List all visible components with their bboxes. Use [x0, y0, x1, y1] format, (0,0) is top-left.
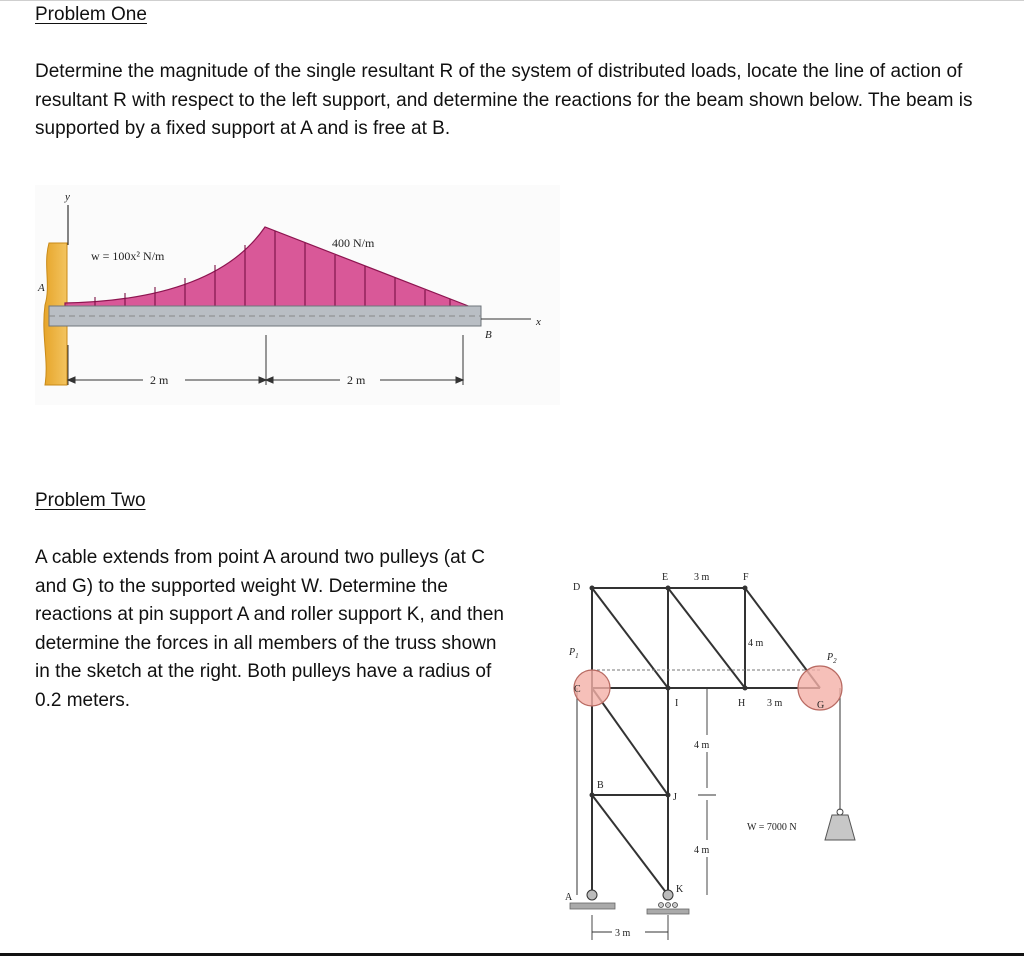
- beam-figure: [35, 185, 565, 410]
- dim-bottom-label: 3 m: [615, 928, 631, 939]
- x-axis-label: x: [536, 316, 541, 328]
- load-equation-label: w = 100x² N/m: [91, 249, 165, 263]
- problem-two-heading: Problem Two: [35, 490, 146, 511]
- point-a-label: A: [38, 282, 45, 294]
- dimension-right-label: 2 m: [347, 373, 366, 387]
- load-p2-label: $P_2$: [827, 652, 837, 665]
- node-g-label: G: [817, 700, 825, 711]
- dim-top-label: 3 m: [694, 572, 710, 583]
- weight-block: [825, 809, 855, 840]
- dim-low-label: 4 m: [694, 845, 710, 856]
- problem-one-text: Determine the magnitude of the single resultant R of the system of distributed loads, locate the line of action of resultant R with respect to the left support, and determine the reactions for the beam shown below. The beam is supported by a fixed support at A and is free at B.: [35, 61, 973, 139]
- node-h-label: H: [738, 698, 746, 709]
- point-b-label: B: [485, 329, 492, 341]
- node-j-label: J: [673, 792, 677, 803]
- weight-label: W = 7000 N: [747, 822, 797, 833]
- dim-ef-label: 4 m: [748, 638, 764, 649]
- dimension-left-label: 2 m: [150, 373, 169, 387]
- dim-hg-label: 3 m: [767, 698, 783, 709]
- node-b-label: B: [597, 780, 604, 791]
- problem-two-text: A cable extends from point A around two pulleys (at C and G) to the supported weight W. Determine the reactions at pin support A and roller support K, and then determine the forces in all members of the truss shown in the sketch at the right. Both pulleys have a radius of 0.2 meters.: [35, 547, 504, 711]
- y-axis-label: y: [65, 191, 70, 203]
- dim-mid-label: 4 m: [694, 740, 710, 751]
- top-rule: [0, 0, 1024, 1]
- node-k-label: K: [676, 884, 684, 895]
- problem-one-heading: Problem One: [35, 4, 147, 25]
- node-c-label: C: [574, 684, 581, 695]
- node-a-label: A: [565, 892, 573, 903]
- truss-labels: [565, 572, 837, 939]
- load-p1-label: $P_1$: [569, 647, 579, 660]
- peak-load-label: 400 N/m: [332, 236, 375, 250]
- node-e-label: E: [662, 572, 669, 583]
- truss-figure: [555, 560, 855, 945]
- node-i-label: I: [675, 698, 679, 709]
- truss-dimension-lines: [592, 688, 716, 940]
- node-d-label: D: [573, 582, 581, 593]
- node-f-label: F: [743, 572, 749, 583]
